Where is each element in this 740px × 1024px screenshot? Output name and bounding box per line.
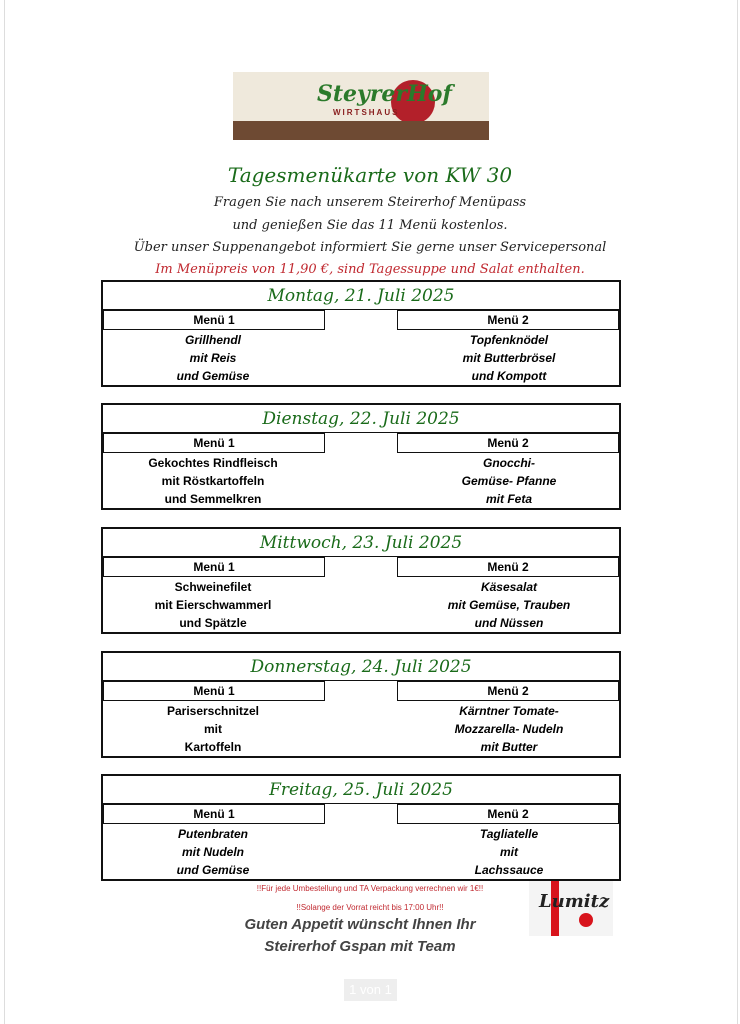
menu-2-header: Menü 2 [397,310,619,330]
menu-item-line: und Gemüse [176,863,250,877]
menu-2-items [399,702,619,756]
day-block [101,403,621,510]
menu-1-header: Menü 1 [103,433,325,453]
menu-item-line: Lachssauce [474,863,544,877]
menu-2-header: Menü 2 [397,433,619,453]
menu-item-line: Pariserschnitzel [166,704,260,718]
intro-line-1: Fragen Sie nach unserem Steirerhof Menüpass [213,195,527,210]
menu-item-line: Kärntner Tomate- [459,704,559,718]
menu-item-line: Topfenknödel [469,333,549,347]
menu-1-header: Menü 1 [103,557,325,577]
menu-item-line: mit Butterbrösel [462,351,556,365]
menu-item-line: Schweinefilet [174,580,252,594]
menu-item-line: mit Gemüse, Trauben [447,598,571,612]
day-heading: Dienstag, 22. Juli 2025 [103,405,619,433]
logo-text: Lumitz [539,891,610,912]
menu-item-line: mit Butter [480,740,538,754]
menu-item-line: und Semmelkren [164,492,262,506]
logo-subtitle: WIRTSHAUS [333,108,400,117]
logo-dot [579,913,593,927]
menu-item-line: Gnocchi- [482,456,535,470]
menu-1-items [103,825,323,879]
intro-line-2: und genießen Sie das 11 Menü kostenlos. [232,218,508,233]
menu-item-line: Grillhendl [184,333,241,347]
logo-name: SteyrerHof [317,81,452,107]
menu-1-items [103,331,323,385]
page-title: Tagesmenükarte von KW 30 [227,163,513,187]
menu-item-line: Gekochtes Rindfleisch [148,456,278,470]
menu-item-line: mit Reis [189,351,237,365]
day-heading: Donnerstag, 24. Juli 2025 [103,653,619,681]
availability-note: !!Solange der Vorrat reicht bis 17:00 Uhr!! [296,903,444,912]
menu-item-line: und Nüssen [474,616,544,630]
day-heading: Montag, 21. Juli 2025 [103,282,619,310]
greeting-line-1: Guten Appetit wünscht Ihnen Ihr [244,916,476,933]
menu-item-line: mit Röstkartoffeln [161,474,265,488]
menu-item-line: Gemüse- Pfanne [461,474,557,488]
price-note: Im Menüpreis von 11,90 €, sind Tagessuppe und Salat enthalten. [155,262,585,277]
menu-1-items [103,702,323,756]
menu-item-line: mit Feta [485,492,532,506]
day-block [101,651,621,758]
greeting [200,914,520,958]
menu-item-line: Putenbraten [177,827,248,841]
menu-item-line: Mozzarella- Nudeln [454,722,564,736]
menu-2-items [399,331,619,385]
steyrerhof-logo [233,72,489,140]
brewery-logo [529,881,613,936]
menu-item-line: mit Eierschwammerl [154,598,272,612]
menu-item-line: mit [204,722,222,736]
day-block [101,527,621,634]
menu-1-header: Menü 1 [103,681,325,701]
menu-1-header: Menü 1 [103,310,325,330]
menu-item-line: Käsesalat [480,580,538,594]
page-indicator: 1 von 1 [344,979,397,1001]
day-heading: Mittwoch, 23. Juli 2025 [103,529,619,557]
greeting-line-2: Steirerhof Gspan mit Team [264,938,456,955]
rebooking-note: !!Für jede Umbestellung und TA Verpackung verrechnen wir 1€!! [256,884,484,893]
day-heading: Freitag, 25. Juli 2025 [103,776,619,804]
intro-line-3: Über unser Suppenangebot informiert Sie gerne unser Servicepersonal [133,240,607,255]
menu-2-items [399,578,619,632]
menu-item-line: und Spätzle [179,616,247,630]
menu-item-line: und Gemüse [176,369,250,383]
menu-1-items [103,578,323,632]
menu-item-line: mit Nudeln [182,845,244,859]
menu-1-items [103,454,323,508]
menu-2-header: Menü 2 [397,804,619,824]
day-block [101,280,621,387]
menu-item-line: Kartoffeln [184,740,242,754]
logo-wood-strip [233,121,489,140]
menu-2-header: Menü 2 [397,681,619,701]
menu-item-line: Tagliatelle [479,827,539,841]
menu-2-items [399,825,619,879]
menu-2-header: Menü 2 [397,557,619,577]
menu-item-line: und Kompott [471,369,547,383]
menu-2-items [399,454,619,508]
day-block [101,774,621,881]
menu-1-header: Menü 1 [103,804,325,824]
menu-item-line: mit [500,845,518,859]
